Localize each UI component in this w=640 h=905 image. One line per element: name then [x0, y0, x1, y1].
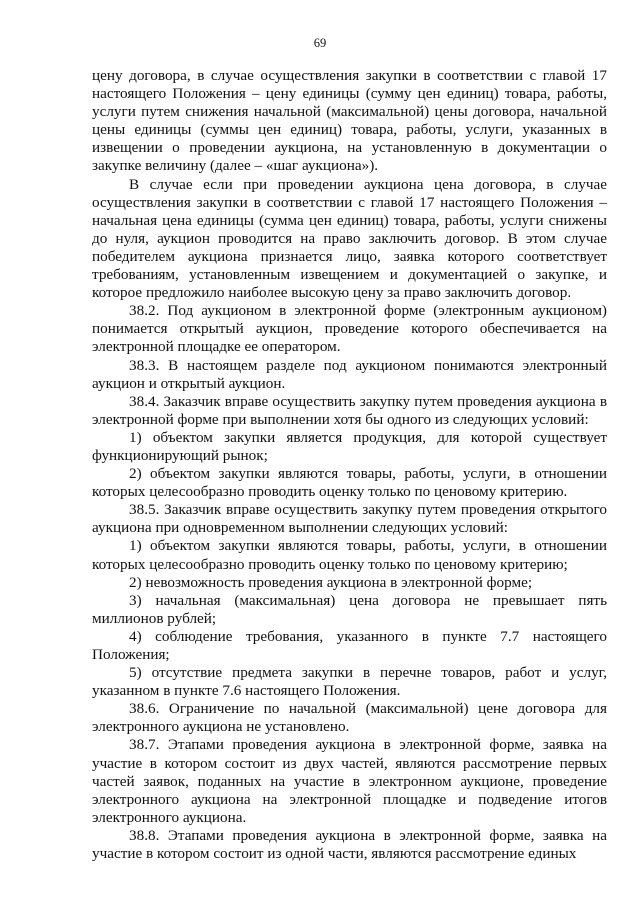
- paragraph-38-3: 38.3. В настоящем разделе под аукционом понимаются электронный аукцион и открытый аукцион.: [92, 356, 607, 392]
- paragraph-zero-price: В случае если при проведении аукциона цена договора, в случае осуществления закупки в соответствии с главой 17 настоящего Положения – начальная цена единицы (сумма цен единиц) товара, работы, услуги снижены до нуля, аукцион проводится на право заключить договор. В этом случае победителем аукциона признается лицо, заявка которого соответствует требованиям, установленным извещением и документацией о закупке, и которое предложило наиболее высокую цену за право заключить договор.: [92, 175, 607, 302]
- list-item-38-5-2: 2) невозможность проведения аукциона в электронной форме;: [129, 573, 533, 591]
- document-body: [92, 67, 607, 863]
- list-item-38-5-3: 3) начальная (максимальная) цена договора не превышает пять миллионов рублей;: [92, 591, 607, 627]
- list-item-38-5-4: 4) соблюдение требования, указанного в пункте 7.7 настоящего Положения;: [92, 627, 607, 663]
- list-item-38-4-2: 2) объектом закупки являются товары, работы, услуги, в отношении которых целесообразно проводить оценку только по ценовому критерию.: [92, 465, 607, 501]
- list-item-38-5-5: 5) отсутствие предмета закупки в перечне товаров, работ и услуг, указанном в пункте 7.6 настоящего Положения.: [92, 664, 607, 700]
- paragraph-continuation: цену договора, в случае осуществления закупки в соответствии с главой 17 настоящего Положения – цену единицы (сумму цен единиц) товара, работы, услуги путем снижения начальной (максимальной) цены договора, начальной цены единицы (суммы цен единиц) товара, работы, услуги, указанных в извещении о проведении аукциона, на установленную в документации о закупке величину (далее – «шаг аукциона»).: [92, 67, 607, 175]
- paragraph-38-7: 38.7. Этапами проведения аукциона в электронной форме, заявка на участие в котором состоит из двух частей, являются рассмотрение первых частей заявок, поданных на участие в электронном аукционе, проведение электронного аукциона на электронной площадке и подведение итогов электронного аукциона.: [92, 736, 607, 826]
- list-item-38-4-1: 1) объектом закупки является продукция, для которой существует функционирующий рынок;: [92, 428, 607, 464]
- paragraph-38-4: 38.4. Заказчик вправе осуществить закупку путем проведения аукциона в электронной форме при выполнении хотя бы одного из следующих условий:: [92, 392, 607, 428]
- paragraph-38-8: 38.8. Этапами проведения аукциона в электронной форме, заявка на участие в котором состоит из одной части, являются рассмотрение единых: [92, 826, 607, 863]
- paragraph-38-6: 38.6. Ограничение по начальной (максимальной) цене договора для электронного аукциона не установлено.: [92, 700, 607, 736]
- paragraph-38-5: 38.5. Заказчик вправе осуществить закупку путем проведения открытого аукциона при одновременном выполнении следующих условий:: [92, 501, 607, 537]
- page-number: 69: [313, 36, 327, 50]
- list-item-38-5-1: 1) объектом закупки являются товары, работы, услуги, в отношении которых целесообразно проводить оценку только по ценовому критерию;: [92, 537, 607, 573]
- paragraph-38-2: 38.2. Под аукционом в электронной форме (электронным аукционом) понимается открытый аукцион, проведение которого обеспечивается на электронной площадке ее оператором.: [92, 302, 607, 356]
